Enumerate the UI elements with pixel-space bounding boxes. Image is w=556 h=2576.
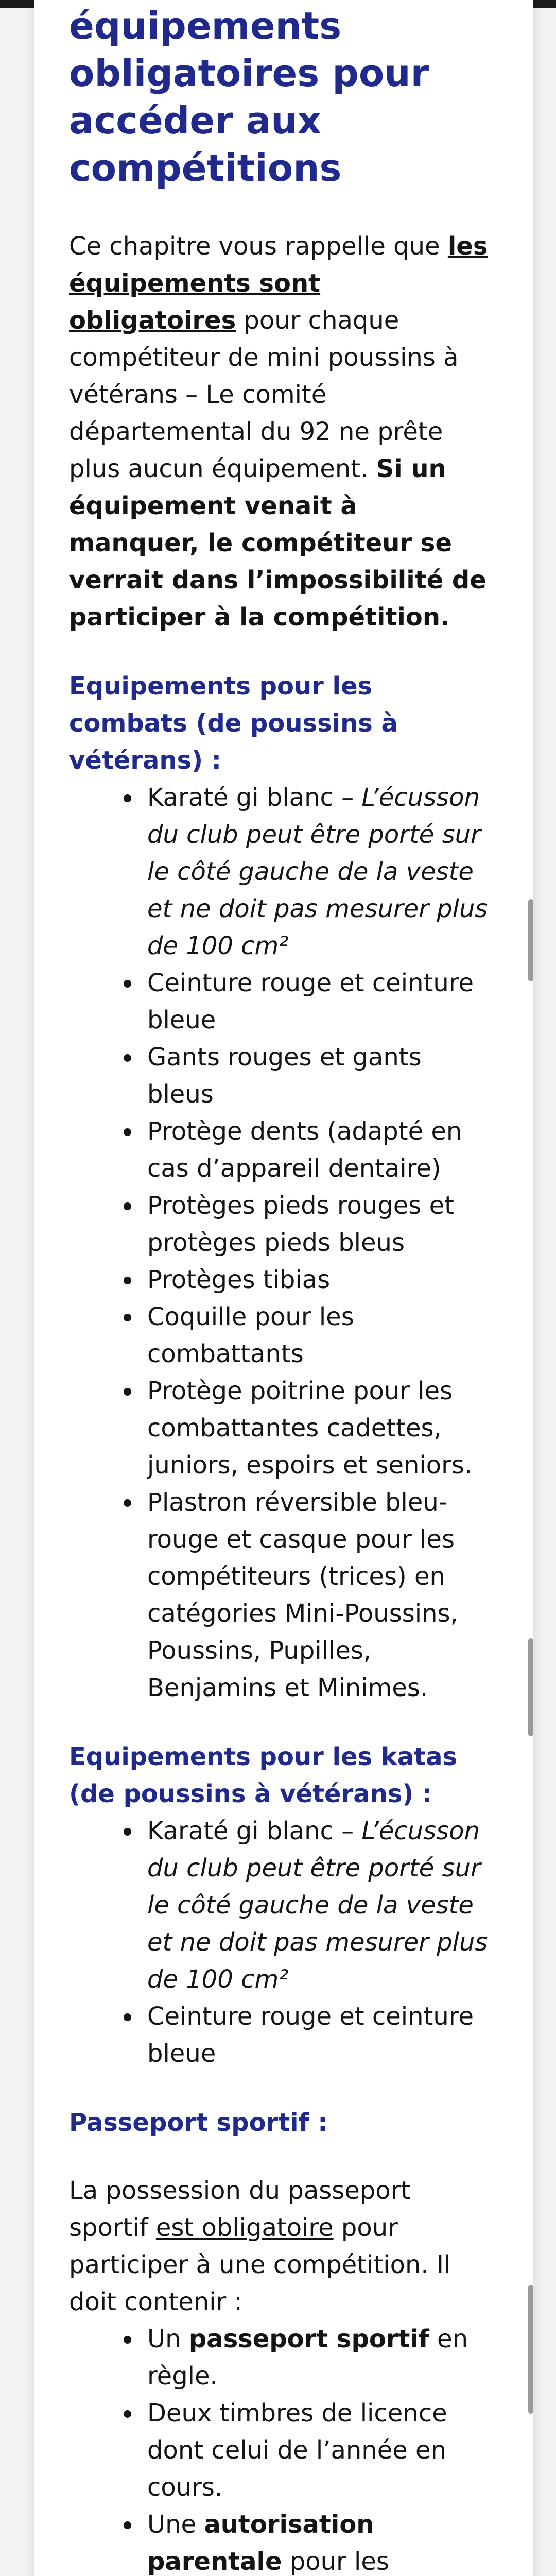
item-text: Un [147,2325,189,2353]
list-item [69,779,491,964]
item-text: Karaté gi blanc – [147,783,362,812]
list-item: Plastron réversible bleu-rouge et casque pour les compétiteurs (trices) en catégories Mini-Poussins, Poussins, Pupilles, Benjamins et Minimes. [69,1484,491,1706]
passeport-paragraph [69,2172,491,2320]
item-note: L’écusson du club peut être porté sur le côté gauche de la veste et ne doit pas mesurer plus de 100 cm² [147,783,488,960]
list-item [69,1812,491,1998]
list-item: Protèges pieds rouges et protèges pieds bleus [69,1187,491,1261]
combats-equipment-list [69,779,491,1706]
item-text: pour les [289,2547,389,2576]
passeport-text: pour participer à une compétition. Il doit contenir : [69,2213,451,2316]
list-item [69,2320,491,2395]
list-item [69,2506,491,2576]
intro-text: Ce chapitre vous rappelle que [69,232,448,261]
list-item: Ceinture rouge et ceinture bleue [69,964,491,1039]
list-item: Coquille pour les combattants [69,1298,491,1372]
list-item: Protèges tibias [69,1261,491,1298]
item-text: Une [147,2510,204,2539]
item-emphasis: passeport sportif [188,2325,429,2353]
passeport-mandatory: est obligatoire [155,2213,334,2242]
passeport-text: La possession du passeport sportif [69,2176,411,2242]
list-item: Gants rouges et gants bleus [69,1039,491,1113]
item-emphasis: autorisation parentale [147,2510,374,2576]
section-heading-combats: Equipements pour les combats (de poussins à vétérans) : [69,672,398,775]
intro-text: pour chaque compétiteur de mini poussins à vétérans – Le comité départemental du 92 ne prête plus aucun équipement. [69,306,459,483]
scrollbar-thumb[interactable] [528,2285,533,2414]
equipment-mandatory-link[interactable]: les équipements sont obligatoires [69,232,488,335]
section-heading-passeport: Passeport sportif : [69,2108,328,2137]
list-item: Protège dents (adapté en cas d’appareil dentaire) [69,1113,491,1187]
scrollbar-thumb[interactable] [528,1638,533,1736]
article-content [69,0,491,2576]
intro-paragraph [69,228,491,636]
page-title: équipements obligatoires pour accéder aux compétitions [69,4,429,190]
list-item: Ceinture rouge et ceinture bleue [69,1998,491,2072]
list-item: Deux timbres de licence dont celui de l’année en cours. [69,2395,491,2506]
section-heading-katas: Equipements pour les katas (de poussins à vétérans) : [69,1742,458,1808]
passeport-requirements-list [69,2320,491,2576]
list-item: Protège poitrine pour les combattantes cadettes, juniors, espoirs et seniors. [69,1372,491,1484]
item-text: Karaté gi blanc – [147,1817,362,1845]
item-text: en règle. [147,2325,468,2391]
scrollbar-thumb[interactable] [528,899,533,981]
item-note: L’écusson du club peut être porté sur le côté gauche de la veste et ne doit pas mesurer plus de 100 cm² [147,1817,488,1994]
katas-equipment-list [69,1812,491,2072]
intro-warning: Si un équipement venait à manquer, le compétiteur se verrait dans l’impossibilité de participer à la compétition. [69,454,486,632]
